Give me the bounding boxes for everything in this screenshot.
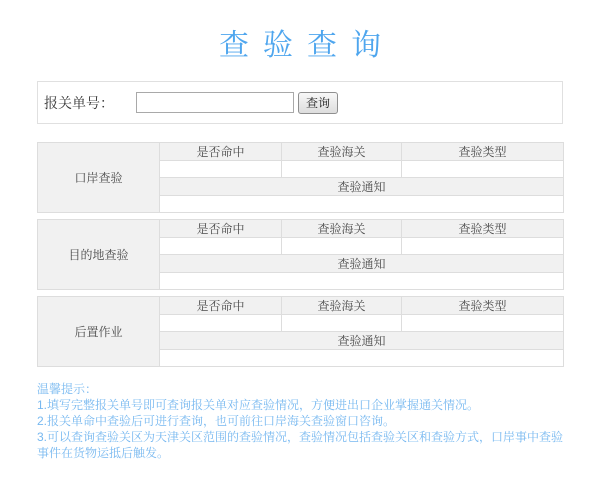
port-inspection-table	[37, 142, 564, 213]
hit-value-cell	[160, 161, 282, 178]
type-value-cell	[402, 315, 564, 332]
post-operation-table	[37, 296, 564, 367]
notice-header: 查验通知	[160, 255, 564, 273]
column-header-hit: 是否命中	[160, 297, 282, 315]
page	[0, 28, 600, 489]
table-label: 后置作业	[38, 297, 160, 367]
column-header-customs: 查验海关	[282, 143, 402, 161]
type-value-cell	[402, 161, 564, 178]
notice-header: 查验通知	[160, 332, 564, 350]
tip-line-3: 3.可以查询查验关区为天津关区范围的查验情况，查验情况包括查验关区和查验方式，口岸事中查验事件在货物运抵后触发。	[37, 430, 564, 460]
column-header-customs: 查验海关	[282, 297, 402, 315]
type-value-cell	[402, 238, 564, 255]
tip-line-2: 2.报关单命中查验后可进行查询，也可前往口岸海关查验窗口咨询。	[37, 414, 396, 428]
tips-heading: 温馨提示：	[37, 382, 98, 396]
notice-value-cell	[160, 273, 564, 290]
column-header-hit: 是否命中	[160, 143, 282, 161]
declaration-number-label: 报关单号：	[44, 94, 114, 111]
table-label: 目的地查验	[38, 220, 160, 290]
table-label: 口岸查验	[38, 143, 160, 213]
customs-value-cell	[282, 238, 402, 255]
column-header-type: 查验类型	[402, 143, 564, 161]
column-header-type: 查验类型	[402, 297, 564, 315]
declaration-query-form	[37, 81, 563, 124]
query-button[interactable]: 查询	[298, 92, 338, 114]
customs-value-cell	[282, 315, 402, 332]
tips-section	[37, 381, 563, 461]
column-header-hit: 是否命中	[160, 220, 282, 238]
column-header-type: 查验类型	[402, 220, 564, 238]
tip-line-1: 1.填写完整报关单号即可查询报关单对应查验情况，方便进出口企业掌握通关情况。	[37, 398, 480, 412]
notice-header: 查验通知	[160, 178, 564, 196]
notice-value-cell	[160, 196, 564, 213]
customs-value-cell	[282, 161, 402, 178]
notice-value-cell	[160, 350, 564, 367]
hit-value-cell	[160, 238, 282, 255]
destination-inspection-table	[37, 219, 564, 290]
hit-value-cell	[160, 315, 282, 332]
column-header-customs: 查验海关	[282, 220, 402, 238]
page-title: 查验查询	[219, 29, 395, 62]
declaration-number-input[interactable]	[136, 92, 294, 113]
